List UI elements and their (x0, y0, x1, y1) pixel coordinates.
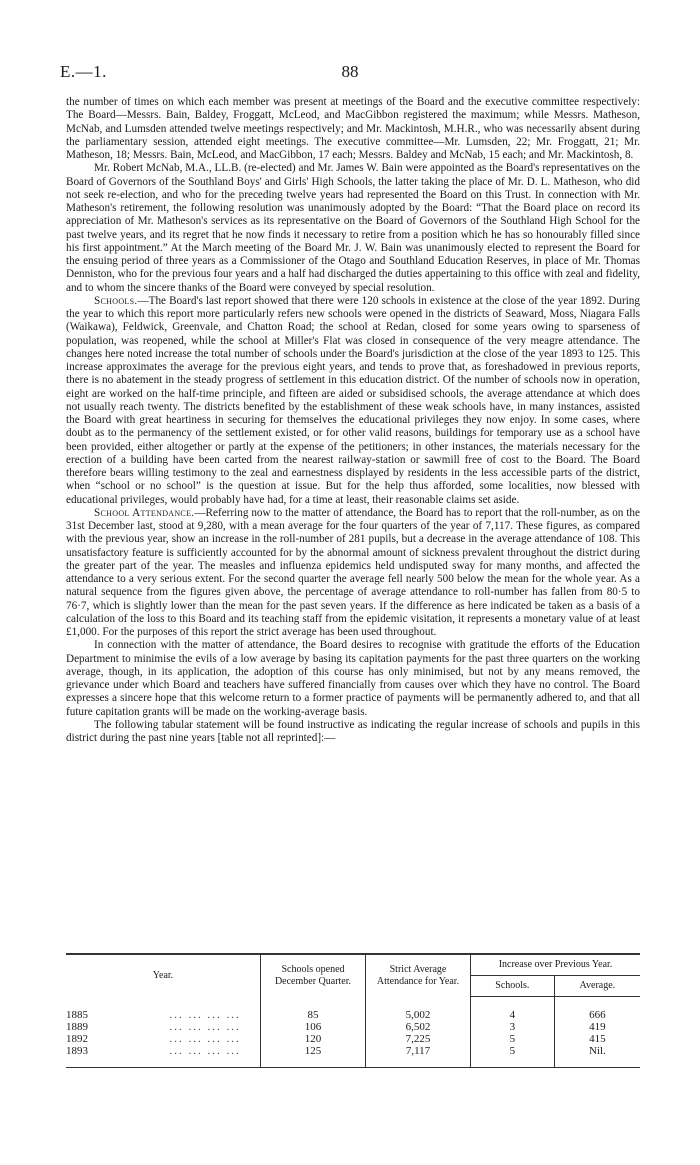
body-text (66, 96, 640, 745)
col-header-year: Year. (66, 954, 261, 997)
table-bottom-rule (66, 1068, 640, 1069)
paragraph-attendance-of-members: the number of times on which each member was present at meetings of the Board and the executive committee respectively: The Board—Messrs. Bain, Baldey, Froggatt, McLeod, and MacGibbon registered the maximum; while Messrs. Matheson, McNab, and Lumsden attended twelve meetings respectively; and Mr. Mackintosh, M.H.R., who was necessarily absent during the parliamentary session, attended eight meetings. The executive committee—Mr. Lumsden, 22; Mr. Froggatt, 21; Mr. Matheson, 18; Messrs. Bain, McLeod, and MacGibbon, 17 each; Messrs. Baldey and McNab, 15 each; and Mr. Mackintosh, 8. (66, 96, 640, 161)
table-row: 1885 ... ... ... ... 85 5,002 4 666 (66, 997, 640, 1022)
table-row: 1889 ... ... ... ... 106 6,502 3 419 (66, 1021, 640, 1033)
paragraph-representatives: Mr. Robert McNab, M.A., LL.B. (re-elected) and Mr. James W. Bain were appointed as the Board's representatives on the Board of Governors of the Southland Boys' and Girls' High Schools, the latter taking the place of Mr. D. L. Matheson, who did not seek re-election, and who for the preceding twelve years had represented the Board on this Trust. In connection with Mr. Matheson's retirement, the following resolution was unanimously adopted by the Board: “That the Board place on record its appreciation of Mr. Matheson's services as its representative on the Board of Governors of the Southland High School for the past twelve years, and its regret that he now finds it necessary to retire from a position which he has so honourably filled since his first appointment.” At the March meeting of the Board Mr. J. W. Bain was unanimously elected to represent the Board for the ensuing period of three years as a Commissioner of the Otago and Southland Education Reserves, in place of Mr. Thomas Denniston, who for the previous four years and a half had discharged the duties appertaining to this office with zeal and fidelity, and to whom the sincere thanks of the Board were conveyed by special resolution. (66, 162, 640, 294)
page-header (60, 62, 640, 90)
section-heading-schools: Schools. (94, 294, 138, 307)
paragraph-schools: Schools.—The Board's last report showed that there were 120 schools in existence at the close of the year 1892. During the year to which this report more particularly refers new schools were opened in the districts of Seaward, Moss, Niagara Falls (Waikawa), Feldwick, Greenvale, and Chatton Road; the school at Redan, closed for some years owing to sparseness of population, was reopened, while the school at Miller's Flat was closed in consequence of the very meagre attendance. The changes here noted increase the total number of schools under the Board's jurisdiction at the close of the year 1893 to 125. This increase approximates the average for the previous eight years, and tends to prove that, as foreshadowed in previous reports, there is no abatement in the steady progress of settlement in this education district. Of the number of schools now in operation, eight are worked on the half-time principle, and fifteen are aided or subsidised schools, the average attendance at which does not usually reach twenty. The districts benefited by the establishment of these weak schools have, in many instances, assisted the Board with great heartiness in securing for themselves the educational privileges they now enjoy. In some cases, where doubt as to the permanency of the settlement existed, or for other valid reasons, buildings for temporary use as a school have been provided, either altogether or partly at the expense of the petitioners; in other instances, the materials necessary for the erection of a building have been carted from the nearest railway-station or sawmill free of cost to the Board. The Board therefore bears willing testimony to the zeal and earnestness displayed by residents in the less accessible parts of the district, when “school or no school” is the question at issue. But for the help thus afforded, some localities, now blessed with educational privileges, would probably have had, for a time at least, their reasonable claims set aside. (66, 294, 640, 506)
paragraph-table-intro: The following tabular statement will be found instructive as indicating the regular increase of schools and pupils in this district during the past nine years [table not all reprinted]:— (66, 718, 640, 744)
page-number: 88 (341, 62, 359, 81)
paragraph-school-attendance: School Attendance.—Referring now to the matter of attendance, the Board has to report that the roll-number, as on the 31st December last, stood at 9,280, with a mean average for the four quarters of the year of 7,117. These figures, as compared with the previous year, show an increase in the roll-number of 281 pupils, but a decrease in the average attendance of 108. This unsatisfactory feature is sufficiently accounted for by the abnormal amount of sickness prevalent throughout the district during the greater part of the year. The measles and influenza epidemics held undisputed sway for many months, and affected the attendance to a very serious extent. For the second quarter the average fell nearly 500 below the mean for the whole year. As a natural sequence from the figures given above, the percentage of average attendance to roll-number has fallen from 80·5 to 76·7, which is slightly lower than the mean for the past seven years. If the difference as here indicated be taken as a basis of a calculation of the loss to this Board and its teaching staff from the epidemic visitation, it represents a monetary value of at least £1,000. For the purposes of this report the strict average has been used throughout. (66, 506, 640, 638)
col-header-inc-schools: Schools. (471, 976, 555, 997)
col-header-schools-opened: Schools opened December Quarter. (261, 954, 366, 997)
schools-statistics-table (66, 953, 640, 1068)
table-row: 1893 ... ... ... ... 125 7,117 5 Nil. (66, 1045, 640, 1068)
report-reference: E.—1. (60, 62, 107, 81)
col-header-strict-average: Strict Average Attendance for Year. (366, 954, 471, 997)
section-heading-school-attendance: School Attendance. (94, 506, 195, 519)
col-header-inc-average: Average. (554, 976, 640, 997)
table-row: 1892 ... ... ... ... 120 7,225 5 415 (66, 1033, 640, 1045)
col-header-increase-group: Increase over Previous Year. (471, 954, 641, 976)
paragraph-capitation: In connection with the matter of attendance, the Board desires to recognise with gratitude the efforts of the Education Department to minimise the evils of a low average by basing its capitation payments for the past three quarters on the working average, though, in its application, the adoption of this course has only minimised, but not by any means removed, the grievance under which Board and teachers have suffered financially from causes over which they have no control. The Board expresses a sincere hope that this welcome return to a former practice of payments will be permanently adhered to, and that all future capitation grants will be made on the working-average basis. (66, 639, 640, 718)
